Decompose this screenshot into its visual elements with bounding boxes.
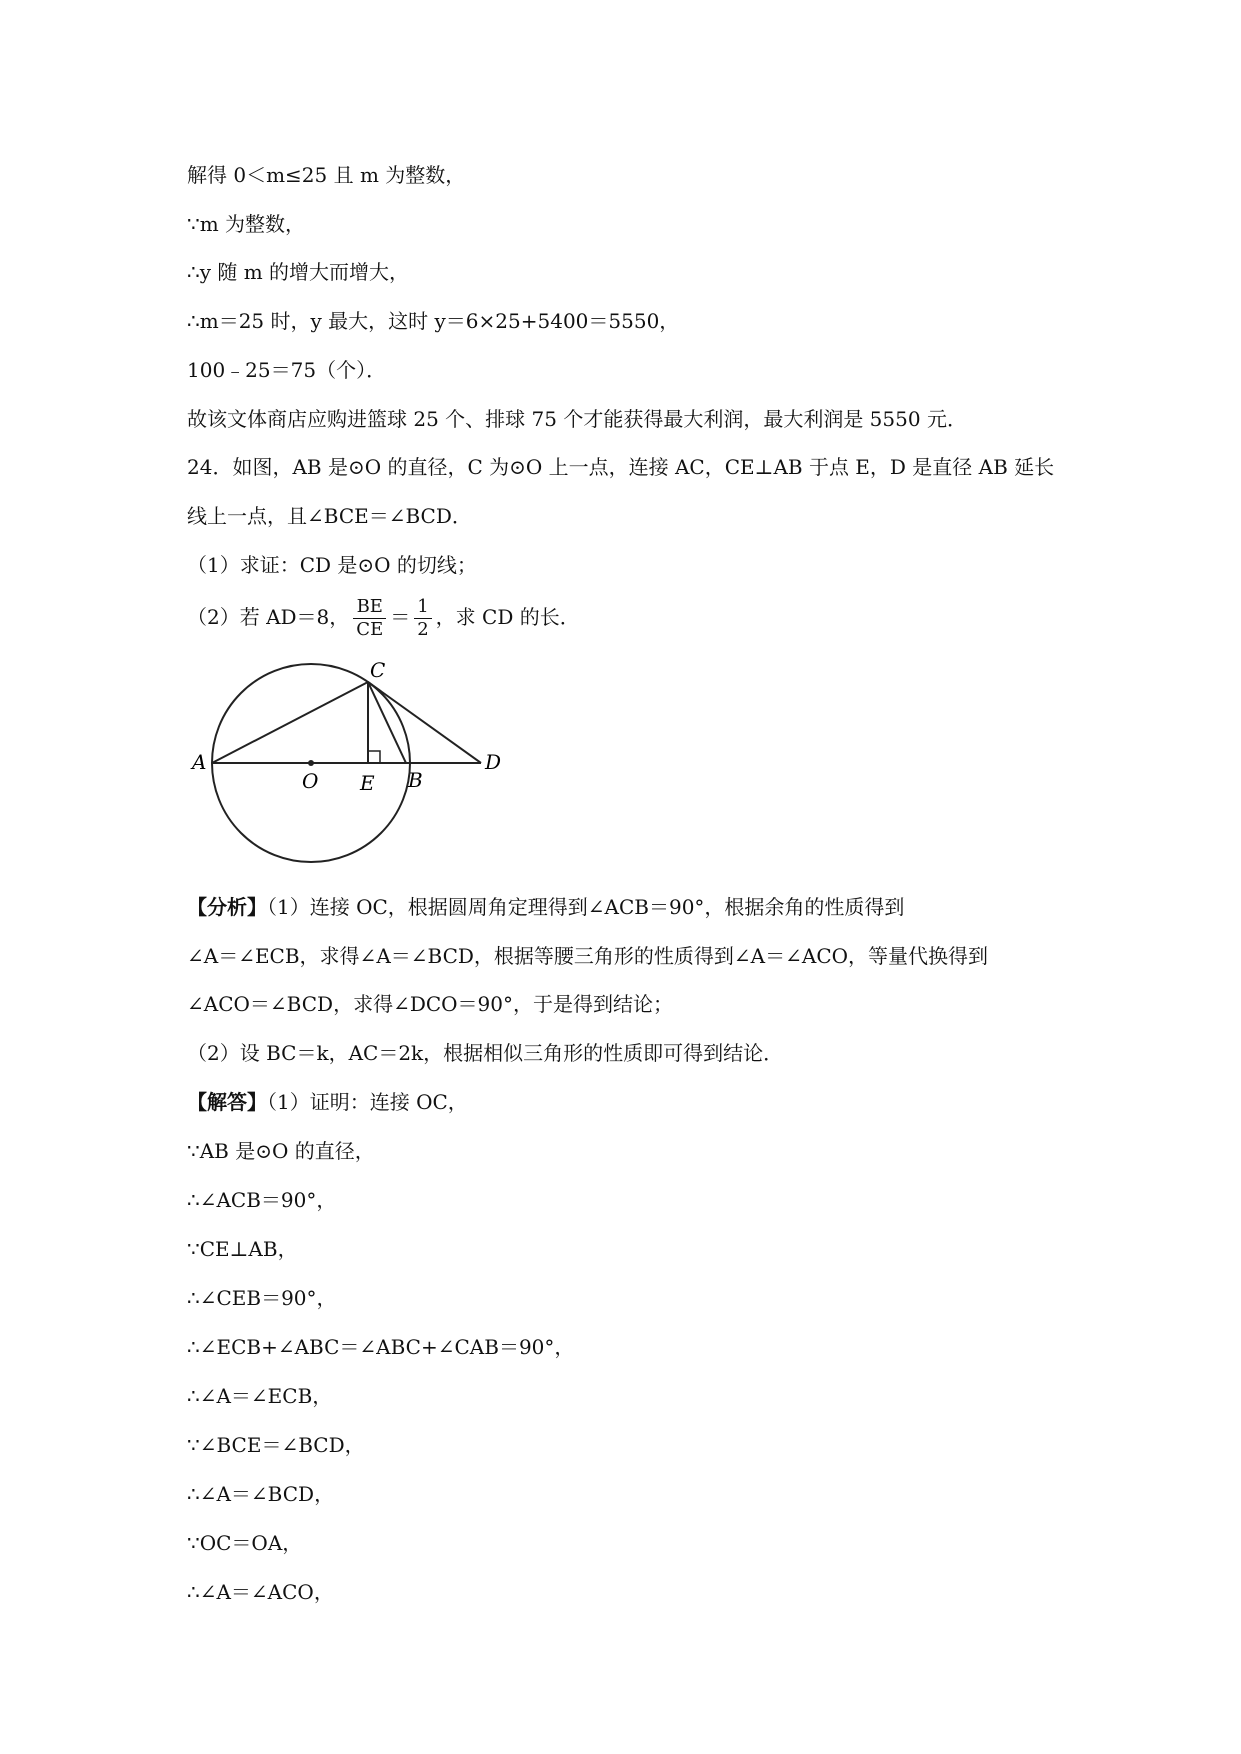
text-line: 100﹣25＝75（个）．: [187, 358, 387, 382]
text-line: 故该文体商店应购进篮球 25 个、排球 75 个才能获得最大利润，最大利润是 5550 元．: [187, 407, 967, 431]
question-24-text: 24．如图，AB 是⊙O 的直径，C 为⊙O 上一点，连接 AC，CE⊥AB 于点 E，D 是直径 AB 延长: [187, 455, 1055, 479]
answer-line: ∴∠A＝∠ECB，: [187, 1384, 333, 1408]
analysis-tag: 【分析】: [187, 895, 267, 919]
question-24-part2: [187, 592, 580, 642]
equals-sign: ＝: [390, 605, 411, 629]
label-o: O: [302, 769, 319, 793]
analysis-line: ∠ACO＝∠BCD，求得∠DCO＝90°，于是得到结论；: [187, 992, 674, 1016]
part2-suffix: ，求 CD 的长．: [435, 605, 580, 629]
analysis-line: [187, 893, 904, 921]
analysis-line: ∠A＝∠ECB，求得∠A＝∠BCD，根据等腰三角形的性质得到∠A＝∠ACO，等量代换得到: [187, 944, 989, 968]
answer-line: ∵∠BCE＝∠BCD，: [187, 1433, 365, 1457]
fraction-denominator: CE: [356, 619, 384, 640]
answer-line: ∵CE⊥AB，: [187, 1237, 298, 1261]
label-e: E: [360, 771, 375, 795]
fraction-be-ce: [353, 596, 386, 641]
right-angle-mark: [368, 751, 380, 763]
fraction-numerator: 1: [414, 596, 431, 619]
label-c: C: [370, 660, 386, 682]
text-line: ∴m＝25 时，y 最大，这时 y＝6×25+5400＝5550，: [187, 309, 680, 333]
segment-cd: [368, 682, 481, 763]
answer-line: ∵AB 是⊙O 的直径，: [187, 1139, 375, 1163]
analysis-text: （1）连接 OC，根据圆周角定理得到∠ACB＝90°，根据余角的性质得到: [267, 895, 905, 919]
label-d: D: [485, 750, 502, 774]
segment-ac: [212, 682, 368, 763]
answer-line: [187, 1088, 468, 1116]
part2-prefix: （2）若 AD＝8，: [187, 605, 350, 629]
answer-line: ∴∠CEB＝90°，: [187, 1286, 337, 1310]
answer-line: ∴∠A＝∠BCD，: [187, 1482, 335, 1506]
text-line: ∴y 随 m 的增大而增大，: [187, 260, 410, 284]
analysis-line: （2）设 BC＝k，AC＝2k，根据相似三角形的性质即可得到结论．: [187, 1041, 784, 1065]
answer-line: ∴∠ACB＝90°，: [187, 1188, 337, 1212]
answer-text: （1）证明：连接 OC，: [267, 1090, 468, 1114]
fraction-numerator: BE: [353, 596, 386, 619]
question-24-part1: （1）求证：CD 是⊙O 的切线；: [187, 553, 477, 577]
center-point: [308, 760, 314, 766]
geometry-figure: [190, 660, 510, 875]
answer-line: ∴∠ECB+∠ABC＝∠ABC+∠CAB＝90°，: [187, 1335, 575, 1359]
label-b: B: [408, 768, 423, 792]
answer-line: ∵OC＝OA，: [187, 1531, 303, 1555]
answer-line: ∴∠A＝∠ACO，: [187, 1580, 334, 1604]
fraction-denominator: 2: [417, 619, 429, 640]
text-line: 解得 0＜m≤25 且 m 为整数，: [187, 163, 466, 187]
fraction-half: [414, 596, 431, 641]
label-a: A: [192, 750, 207, 774]
answer-tag: 【解答】: [187, 1090, 267, 1114]
question-24-text: 线上一点，且∠BCE＝∠BCD．: [187, 504, 472, 528]
text-line: ∵m 为整数，: [187, 212, 306, 236]
